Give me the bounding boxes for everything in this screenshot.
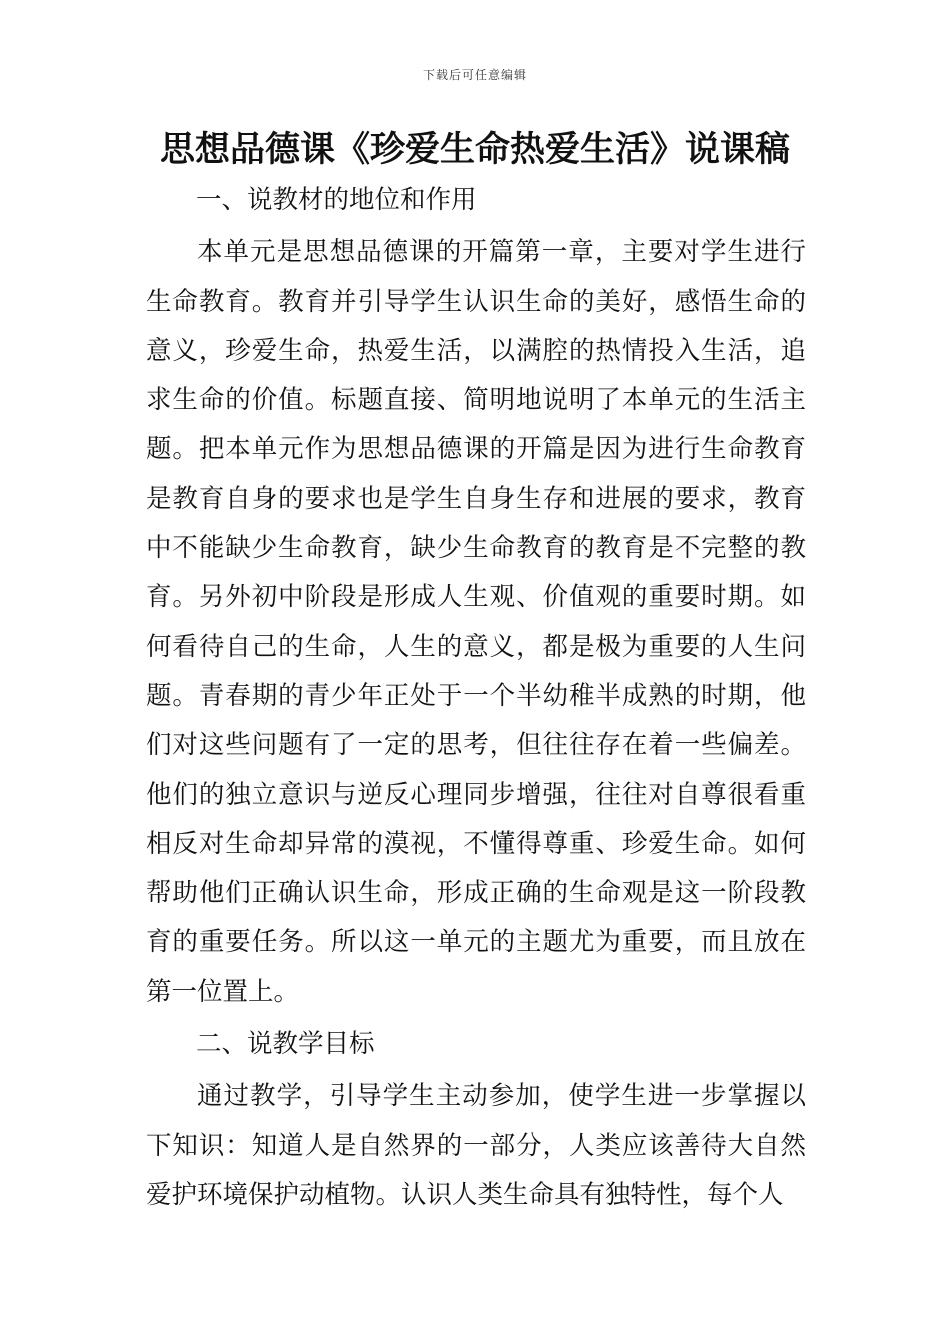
document-title: 思想品德课《珍爱生命热爱生活》说课稿 bbox=[159, 130, 790, 170]
document-body bbox=[146, 176, 806, 1220]
section-heading: 一、说教材的地位和作用 bbox=[196, 185, 477, 215]
section-paragraph: 通过教学，引导学生主动参加，使学生进一步掌握以下知识：知道人是自然界的一部分，人类应该善待大自然爱护环境保护动植物。认识人类生命具有独特性，每个人 bbox=[146, 1081, 806, 1210]
header-note: 下载后可任意编辑 bbox=[422, 68, 527, 82]
section-heading: 二、说教学目标 bbox=[196, 1029, 375, 1060]
section-paragraph: 本单元是思想品德课的开篇第一章，主要对学生进行生命教育。教育并引导学生认识生命的美好，感悟生命的意义，珍爱生命，热爱生活，以满腔的热情投入生活，追求生命的价值。标题直接、简明地说明了本单元的生活主题。把本单元作为思想品德课的开篇是因为进行生命教育是教育自身的要求也是学生自身生存和进展的要求，教育中不能缺少生命教育，缺少生命教育的教育是不完整的教育。另外初中阶段是形成人生观、价值观的重要时期。如何看待自己的生命，人生的意义，都是极为重要的人生问题。青春期的青少年正处于一个半幼稚半成熟的时期，他们对这些问题有了一定的思考，但往往存在着一些偏差。他们的独立意识与逆反心理同步增强，往往对自尊很看重相反对生命却异常的漠视，不懂得尊重、珍爱生命。如何帮助他们正确认识生命，形成正确的生命观是这一阶段教育的重要任务。所以这一单元的主题尤为重要，而且放在第一位置上。 bbox=[146, 237, 806, 1007]
